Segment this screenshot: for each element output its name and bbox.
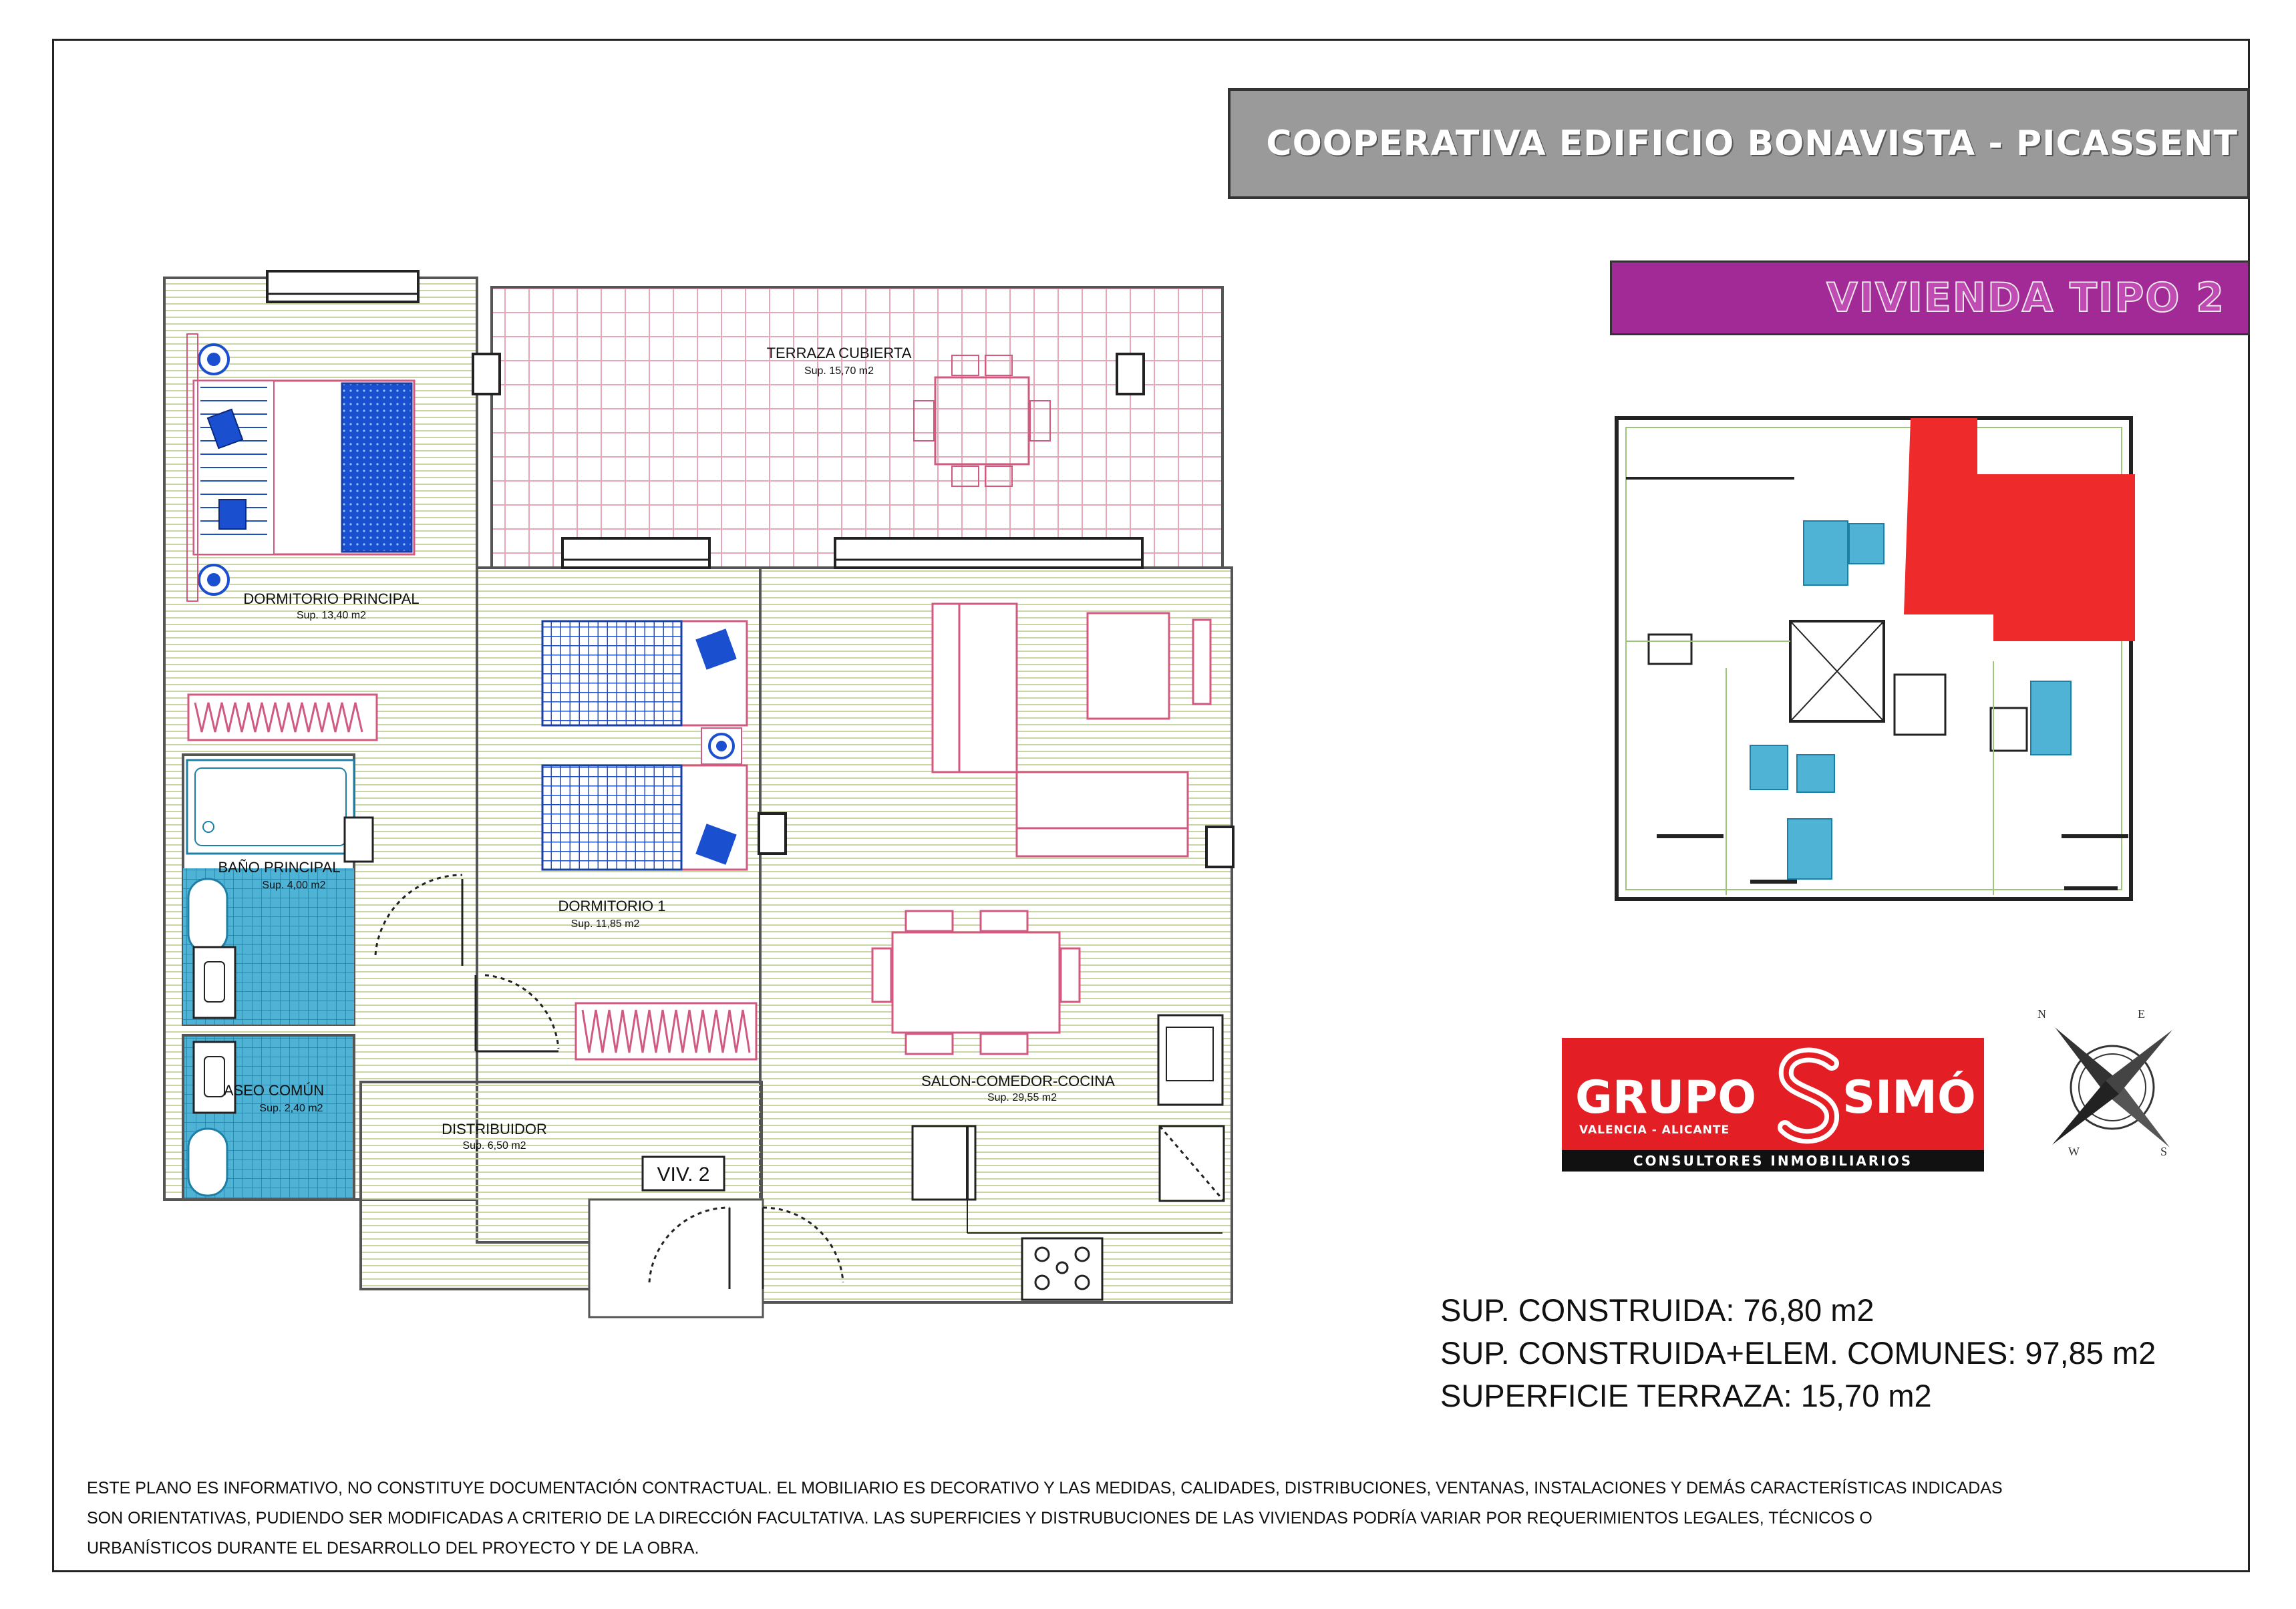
hall-label: DISTRIBUIDOR: [442, 1121, 547, 1137]
logo-tagline: CONSULTORES INMOBILIARIOS: [1562, 1150, 1984, 1172]
logo-word-grupo: GRUPO: [1575, 1071, 1757, 1124]
common-toilet-area: Sup. 2,40 m2: [259, 1103, 323, 1114]
terrace: [473, 287, 1222, 568]
main-bathroom-label: BAÑO PRINCIPAL: [218, 859, 341, 876]
compass-n: N: [2037, 1007, 2046, 1021]
terrace-area-total: SUPERFICIE TERRAZA: 15,70 m2: [1440, 1378, 1932, 1413]
bedroom1-area: Sup. 11,85 m2: [570, 918, 640, 930]
bedroom1-label: DORMITORIO 1: [558, 898, 666, 914]
logo-region: VALENCIA - ALICANTE: [1579, 1123, 1730, 1137]
compass-w: W: [2068, 1145, 2080, 1158]
company-logo: [1562, 1038, 1984, 1172]
main-bathroom-area: Sup. 4,00 m2: [262, 880, 326, 891]
logo-word-simo: SIMÓ: [1842, 1071, 1976, 1124]
disclaimer-line: SON ORIENTATIVAS, PUDIENDO SER MODIFICADAS A CRITERIO DE LA DIRECCIÓN FACULTATIVA. LAS SUPERFICIES Y DISTRUBUCIONES DE LAS VIVIENDAS PODRÍA VARIAR POR REQUERIMIENTOS LEGALES, TÉCNICOS O: [87, 1509, 1872, 1528]
bedroom1-wardrobe: [576, 1003, 756, 1059]
living-kitchen-label: SALON-COMEDOR-COCINA: [921, 1073, 1115, 1089]
document-title: COOPERATIVA EDIFICIO BONAVISTA - PICASSENT: [1266, 124, 2238, 164]
common-toilet-label: ASEO COMÚN: [223, 1082, 325, 1099]
compass-icon: [2037, 1007, 2172, 1158]
logo-s-icon: [1774, 1046, 1844, 1146]
master-bedroom-area: Sup. 13,40 m2: [296, 610, 367, 621]
common-toilet: [183, 1035, 354, 1200]
compass-s: S: [2160, 1145, 2168, 1158]
built-area: SUP. CONSTRUIDA: 76,80 m2: [1440, 1292, 1874, 1328]
unit-type-title: VIVIENDA TIPO 2: [1826, 275, 2225, 321]
unit-tag: [643, 1157, 724, 1190]
disclaimer-line: URBANÍSTICOS DURANTE EL DESARROLLO DEL PROYECTO Y DE LA OBRA.: [87, 1539, 699, 1558]
terrace-label: TERRAZA CUBIERTA: [766, 345, 912, 361]
disclaimer-line: ESTE PLANO ES INFORMATIVO, NO CONSTITUYE DOCUMENTACIÓN CONTRACTUAL. EL MOBILIARIO ES DECORATIVO Y LAS MEDIDAS, CALIDADES, DISTRIBUCIONES, VENTANAS, INSTALACIONES Y DEMÁS CARACTERÍSTICAS INDICADAS: [87, 1479, 2003, 1497]
compass-e: E: [2138, 1007, 2145, 1021]
master-bedroom-label: DORMITORIO PRINCIPAL: [243, 590, 420, 607]
master-wardrobe: [188, 695, 377, 740]
area-summary: [1440, 1289, 2156, 1417]
living-kitchen-area: Sup. 29,55 m2: [987, 1092, 1057, 1103]
key-plan: [1617, 418, 2135, 899]
terrace-area: Sup. 15,70 m2: [804, 365, 874, 377]
disclaimer: [87, 1473, 2225, 1564]
unit-label: VIV. 2: [657, 1164, 710, 1186]
built-area-common: SUP. CONSTRUIDA+ELEM. COMUNES: 97,85 m2: [1440, 1335, 2156, 1371]
hall-area: Sup. 6,50 m2: [462, 1140, 526, 1151]
